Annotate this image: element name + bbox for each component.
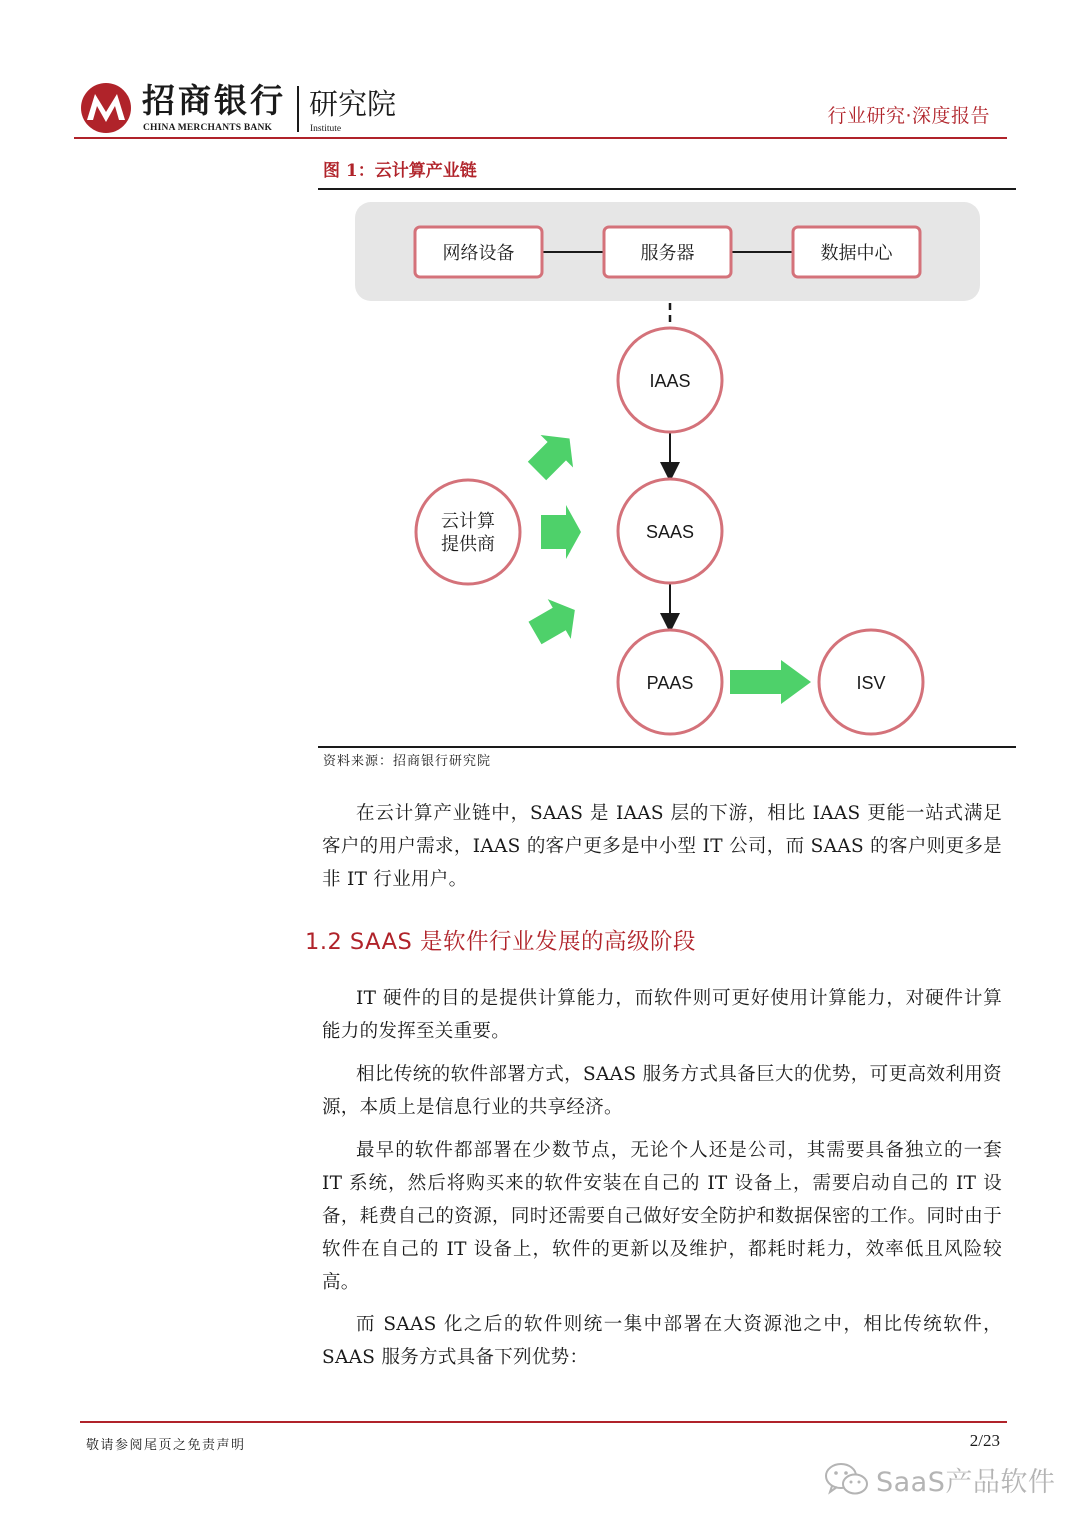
infra-node-label: 服务器 [640,243,695,263]
infra-node-label: 网络设备 [442,243,515,263]
paragraph: 相比传统的软件部署方式，SAAS 服务方式具备巨大的优势，可更高效利用资源，本质上是信息行业的共享经济。 [322,1064,1002,1118]
paragraph: 最早的软件都部署在少数节点，无论个人还是公司，其需要具备独立的一套 IT 系统，然后将购买来的软件安装在自己的 IT 设备上，需要启动自己的 IT 设备，耗费自己的资源，同时还需要自己做好安全防护和数据保密的工作。同时由于软件在自己的 IT 设备上，软件的更新以及维护，都耗时耗力，效率低且风险较高。 [322,1140,1002,1293]
green-arrow-icon [730,660,811,704]
paragraph: 在云计算产业链中，SAAS 是 IAAS 层的下游，相比 IAAS 更能一站式满足客户的用户需求，IAAS 的客户更多是中小型 IT 公司，而 SAAS 的客户则更多是非 IT 行业用户。 [322,803,1002,890]
paragraph: IT 硬件的目的是提供计算能力，而软件则可更好使用计算能力，对硬件计算能力的发挥至关重要。 [322,988,1002,1042]
bank-logo-icon [80,82,132,134]
section-heading: 1.2 SAAS 是软件行业发展的高级阶段 [305,929,696,955]
report-type: 行业研究·深度报告 [827,105,990,127]
node-iaas [618,328,722,432]
header-rule [74,137,1007,139]
page-number: 2/23 [969,1431,1000,1450]
infra-node-network [415,227,542,277]
footer-rule [80,1421,1007,1423]
node-label: 云计算 [441,511,495,531]
infra-node-datacenter [793,227,920,277]
figure-title: 图 1：云计算产业链 [323,161,477,181]
node-label: 提供商 [441,534,495,554]
node-label: SAAS [645,522,695,542]
infra-node-label: 数据中心 [820,243,893,263]
header-divider [297,86,299,132]
paragraph: 而 SAAS 化之后的软件则统一集中部署在大资源池之中，相比传统软件，SAAS 服务方式具备下列优势： [322,1314,1002,1368]
node-saas [618,479,722,583]
figure-bottom-rule [318,746,1016,748]
node-cloud-provider [416,480,520,584]
institute-name-en: Institute [310,124,342,134]
watermark-text: SaaS产品软件 [876,1467,1056,1498]
node-label: ISV [856,673,886,693]
infra-node-server [604,227,731,277]
node-isv [819,630,923,734]
node-paas [618,630,722,734]
node-label: PAAS [646,673,694,693]
node-label: IAAS [649,371,691,391]
wechat-icon [824,1460,870,1498]
bank-name: 招商银行 [142,81,286,120]
figure-source: 资料来源：招商银行研究院 [323,754,492,769]
bank-name-en: CHINA MERCHANTS BANK [143,123,273,133]
green-arrow-icon [524,590,587,653]
green-arrow-icon [541,505,581,559]
footer-disclaimer: 敬请参阅尾页之免责声明 [86,1438,246,1453]
institute-name: 研究院 [309,87,397,121]
green-arrow-icon [521,422,586,487]
cloud-industry-chain-diagram [318,190,1016,745]
